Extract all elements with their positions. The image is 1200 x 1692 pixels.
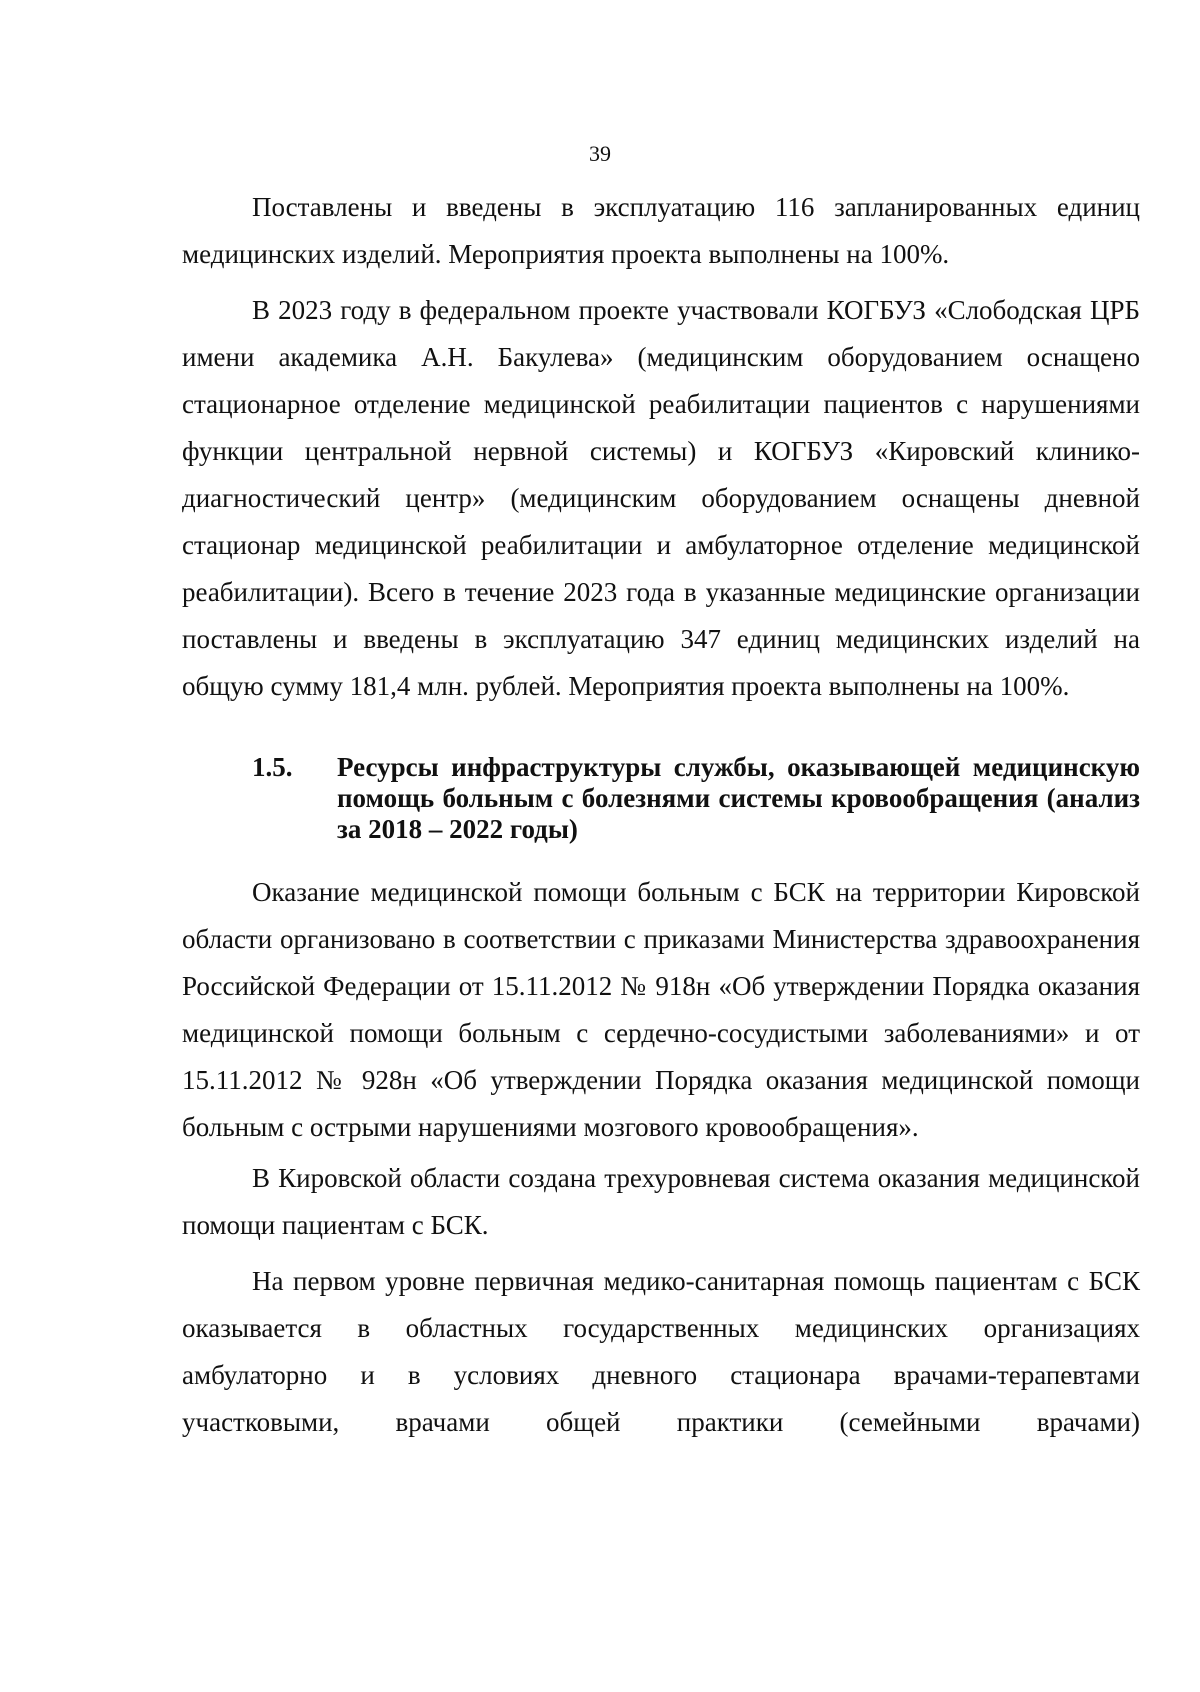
paragraph-equipment-delivered: Поставлены и введены в эксплуатацию 116 запланированных единиц медицинских изделий. Мероприятия проекта выполнены на 100%. — [182, 192, 1140, 269]
paragraph-federal-project-2023: В 2023 году в федеральном проекте участвовали КОГБУЗ «Слободская ЦРБ имени академика А.Н. Бакулева» (медицинским оборудованием оснащено стационарное отделение медицинской реабилитации пациентов с нарушениями функции центральной нервной системы) и КОГБУЗ «Кировский клинико-диагностический центр» (медицинским оборудованием оснащены дневной стационар медицинской реабилитации и амбулаторное отделение медицинской реабилитации). Всего в течение 2023 года в указанные медицинские организации поставлены и введены в эксплуатацию 347 единиц медицинских изделий на общую сумму 181,4 млн. рублей. Мероприятия проекта выполнены на 100%. — [182, 295, 1140, 701]
document-body — [182, 184, 1140, 1446]
page-number: 39 — [589, 141, 611, 166]
section-number: 1.5. — [252, 752, 293, 782]
paragraph-first-level-care: На первом уровне первичная медико-санитарная помощь пациентам с БСК оказывается в областных государственных медицинских организациях амбулаторно и в условиях дневного стационара врачами-терапевтами участковыми, врачами общей практики (семейными врачами) — [182, 1266, 1140, 1437]
section-heading — [182, 752, 1140, 845]
section-title: Ресурсы инфраструктуры службы, оказывающей медицинскую помощь больным с болезнями системы кровообращения (анализ за 2018 – 2022 годы) — [337, 752, 1140, 844]
paragraph-three-level-system: В Кировской области создана трехуровневая система оказания медицинской помощи пациентам с БСК. — [182, 1163, 1140, 1240]
paragraph-medical-care-orders: Оказание медицинской помощи больным с БСК на территории Кировской области организовано в соответствии с приказами Министерства здравоохранения Российской Федерации от 15.11.2012 № 918н «Об утверждении Порядка оказания медицинской помощи больным с сердечно-сосудистыми заболеваниями» и от 15.11.2012 № 928н «Об утверждении Порядка оказания медицинской помощи больным с острыми нарушениями мозгового кровообращения». — [182, 877, 1140, 1142]
